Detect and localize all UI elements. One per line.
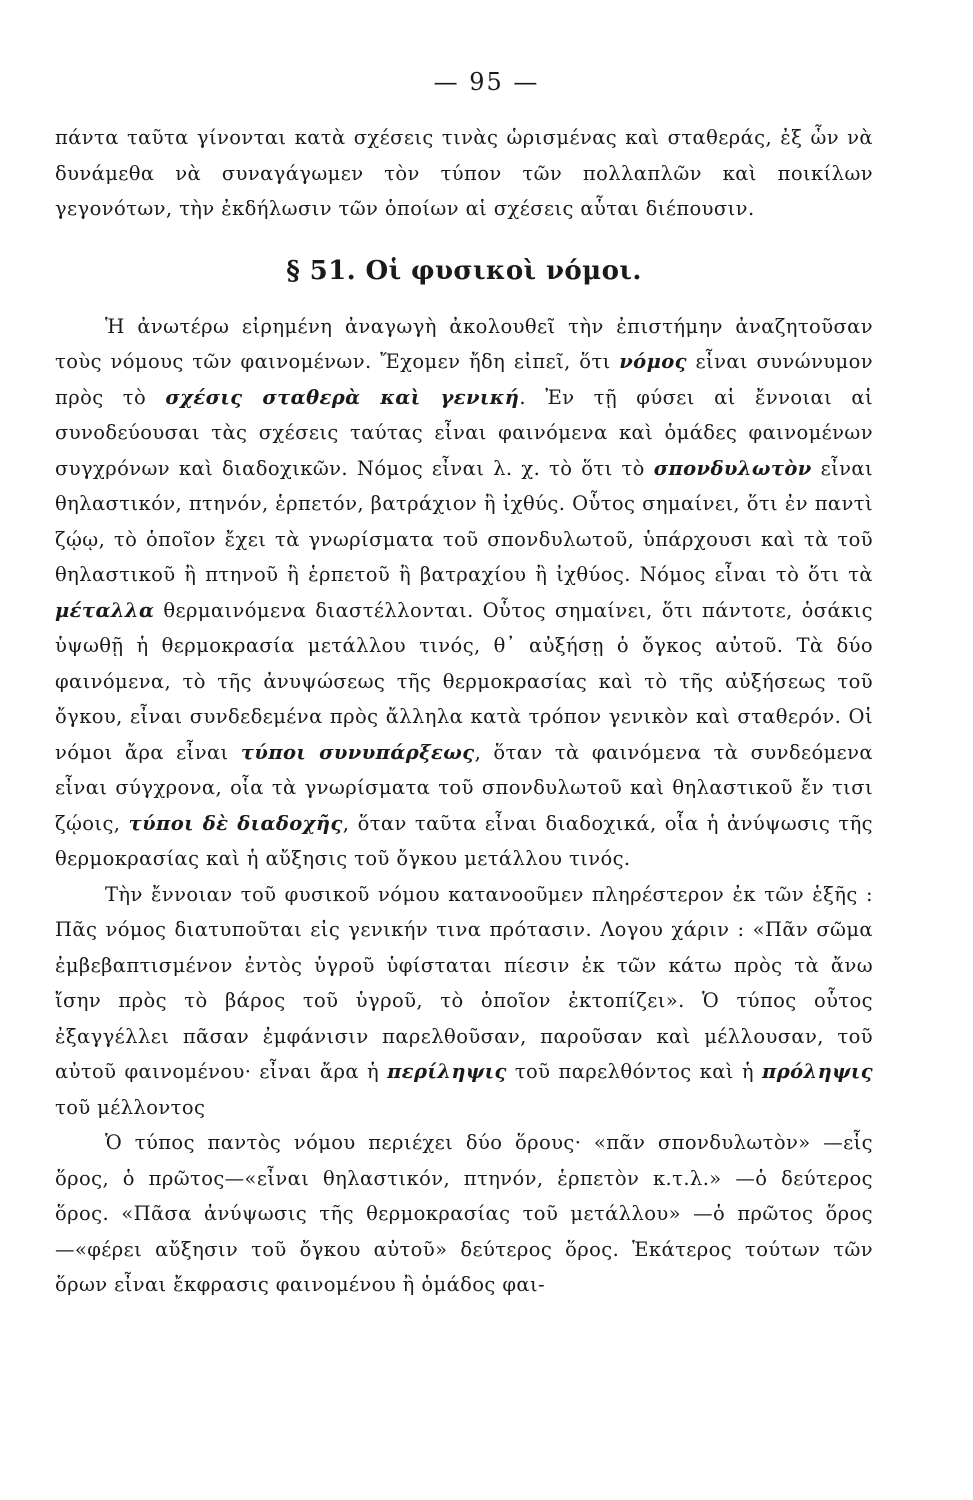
emphasis-vertebrate: σπονδυλωτὸν [653, 456, 812, 480]
paragraph-law-terms: Ὁ τύπος παντὸς νόμου περιέχει δύο ὅρους· «πᾶν σπονδυλωτὸν» —εἷς ὅρος, ὁ πρῶτος—«εἶναι θηλαστικόν, πτηνόν, ἑρπετὸν κ.τ.λ.» —ὁ δεύτερος ὅρος. «Πᾶσα ἀνύψωσις τῆς θερμοκρασίας τοῦ μετάλλου» —ὁ πρῶτος ὅρος—«φέρει αὔξησιν τοῦ ὄγκου αὐτοῦ» δεύτερος ὅρος. Ἑκάτερος τούτων τῶν ὅρων εἶναι ἔκφρασις φαινομένου ἢ ὁμάδος φαι- [55, 1131, 873, 1296]
page-number: — 95 — [433, 68, 540, 96]
emphasis-relation: σχέσις σταθερὰ καὶ γενική [165, 385, 520, 409]
text-run: Ἡ ἀνωτέρω εἰρημένη ἀναγωγὴ ἀκολουθεῖ τὴν ἐπιστήμην ἀναζητοῦσαν τοὺς νόμους τῶν φαινομένων. Ἔχομεν ἤδη εἰπεῖ, ὅτι [55, 314, 873, 373]
body-text [55, 120, 873, 1303]
emphasis-succession: τύποι δὲ διαδοχῆς [128, 811, 343, 835]
text-run: θερμαινόμενα διαστέλλονται. Οὗτος σημαίνει, ὅτι πάντοτε, ὁσάκις ὑψωθῇ ἡ θερμοκρασία μετάλλου τινός, θ᾽ αὐξήσῃ ὁ ὄγκος αὐτοῦ. Τὰ δύο φαινόμενα, τὸ τῆς ἀνυψώσεως τῆς θερμοκρασίας καὶ τὸ τῆς αὐξήσεως τοῦ ὄγκου, εἶναι συνδεδεμένα πρὸς ἄλληλα κατὰ τρόπον γενικὸν καὶ σταθερόν. Οἱ νόμοι ἄρα εἶναι [55, 598, 873, 764]
text-run: τοῦ μέλλοντος [55, 1095, 206, 1119]
paragraph-law-concept [55, 877, 873, 1126]
emphasis-summary: περίληψις [387, 1060, 507, 1083]
text-run: Τὴν ἔννοιαν τοῦ φυσικοῦ νόμου κατανοοῦμεν πληρέστερον ἐκ τῶν ἑξῆς : Πᾶς νόμος διατυποῦται εἰς γενικήν τινα πρότασιν. Λογου χάριν : «Πᾶν σῶμα ἐμβεβαπτισμένον ἐντὸς ὑγροῦ ὑφίσταται πίεσιν ἐκ τῶν κάτω πρὸς τὰ ἄνω ἴσην πρὸς τὸ βάρος τοῦ ὑγροῦ, τὸ ὁποῖον ἐκτοπίζει». Ὁ τύπος οὗτος ἐξαγγέλλει πᾶσαν ἐμφάνισιν παρελθοῦσαν, παροῦσαν καὶ μέλλουσαν, τοῦ αὐτοῦ φαινομένου· εἶναι ἄρα ἡ [55, 882, 873, 1083]
emphasis-nomos: νόμος [619, 350, 687, 373]
text-run: , ὅταν ταῦτα εἶναι διαδοχικά, οἷα ἡ ἀνύψωσις τῆς θερμοκρασίας καὶ ἡ αὔξησις τοῦ ὄγκου μετάλλου τινός. [55, 811, 873, 870]
section-heading: § 51. Οἱ φυσικοὶ νόμοι. [286, 255, 642, 286]
paragraph-continuation: πάντα ταῦτα γίνονται κατὰ σχέσεις τινὰς ὡρισμένας καὶ σταθεράς, ἐξ ὧν νὰ δυνάμεθα νὰ συναγάγωμεν τὸν τύπον τῶν πολλαπλῶν καὶ ποικίλων γεγονότων, τὴν ἐκδήλωσιν τῶν ὁποίων αἱ σχέσεις αὗται διέπουσιν. [55, 126, 873, 220]
paragraph-laws-definition [55, 309, 873, 877]
text-run: εἶναι συνώνυμον πρὸς τὸ [55, 350, 873, 409]
emphasis-metals: μέταλλα [55, 598, 155, 622]
text-run: , ὅταν τὰ φαινόμενα τὰ συνδεόμενα εἶναι σύγχρονα, οἷα τὰ γνωρίσματα τοῦ σπονδυλωτοῦ καὶ θηλαστικοῦ ἔν τισι ζῴοις, [55, 740, 873, 835]
text-run: . Ἐν τῇ φύσει αἱ ἔννοιαι αἱ συνοδεύουσαι τὰς σχέσεις ταύτας εἶναι φαινόμενα καὶ ὁμάδες φαινομένων συγχρόνων καὶ διαδοχικῶν. Νόμος εἶναι λ. χ. τὸ ὅτι τὸ [55, 385, 874, 480]
emphasis-coexistence: τύποι συνυπάρξεως [240, 740, 475, 764]
text-run: τοῦ παρελθόντος καὶ ἡ [506, 1060, 763, 1083]
emphasis-anticipation: πρόληψις [762, 1060, 874, 1083]
text-run: εἶναι θηλαστικόν, πτηνόν, ἑρπετόν, βατράχιον ἢ ἰχθύς. Οὗτος σημαίνει, ὅτι ἐν παντὶ ζῴῳ, τὸ ὁποῖον ἔχει τὰ γνωρίσματα τοῦ σπονδυλωτοῦ, ὑπάρχουσι καὶ τὰ τοῦ θηλαστικοῦ ἢ πτηνοῦ ἢ ἑρπετοῦ ἢ βατραχίου ἢ ἰχθύος. Νόμος εἶναι τὸ ὅτι τὰ [55, 456, 873, 586]
